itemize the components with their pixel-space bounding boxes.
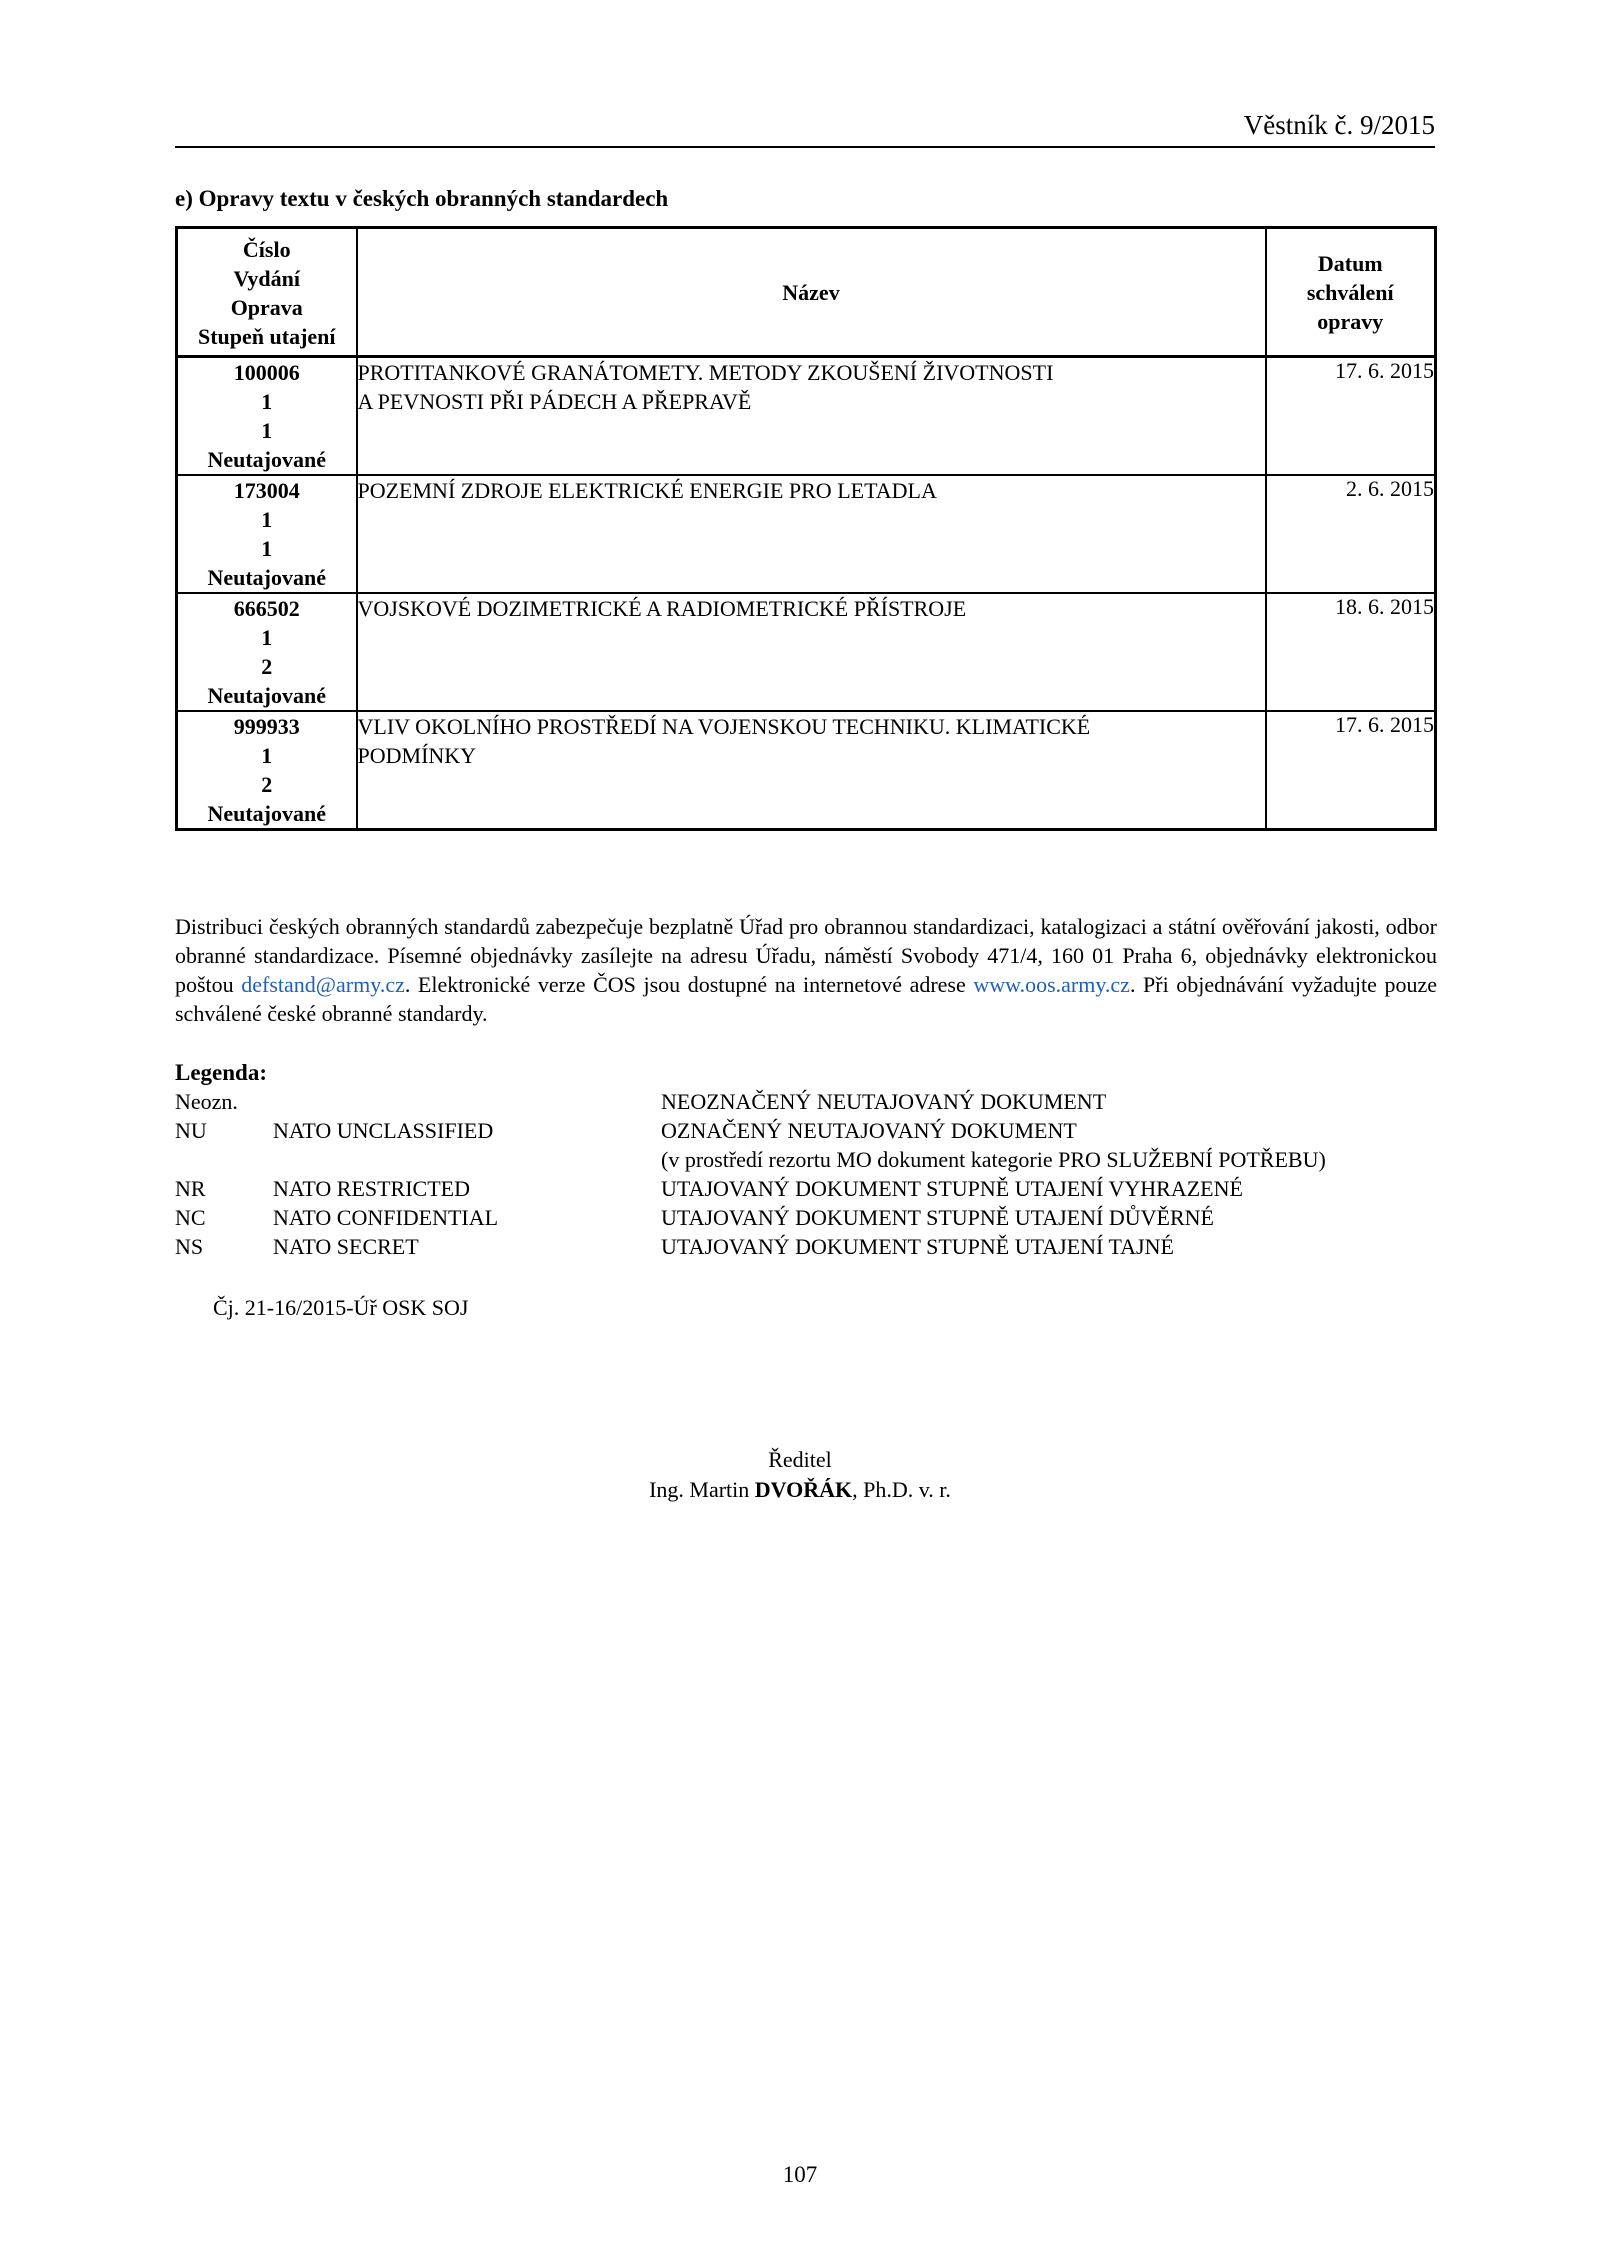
- table-row: [177, 475, 1436, 593]
- standard-number: 666502: [233, 596, 300, 621]
- number-cell: [177, 711, 357, 830]
- legend-nato: NATO CONFIDENTIAL: [273, 1205, 499, 1230]
- title-line: VLIV OKOLNÍHO PROSTŘEDÍ NA VOJENSKOU TECHNIKU. KLIMATICKÉ: [357, 714, 1091, 739]
- legend-abbr: NU: [175, 1118, 207, 1143]
- edition: 1: [261, 389, 273, 414]
- title-line: PODMÍNKY: [357, 743, 477, 768]
- header-number-line: Číslo: [242, 237, 291, 262]
- classification: Neutajované: [207, 565, 327, 590]
- table-row: [177, 711, 1436, 830]
- section-heading: e) Opravy textu v českých obranných standardech: [175, 186, 669, 211]
- legend-desc: NEOZNAČENÝ NEUTAJOVANÝ DOKUMENT: [661, 1089, 1107, 1114]
- date-cell: 18. 6. 2015: [1266, 593, 1436, 711]
- header-date-line-1: Datum: [1317, 250, 1383, 276]
- edition: 1: [261, 507, 273, 532]
- classification: Neutajované: [207, 801, 327, 826]
- legend-desc: (v prostředí rezortu MO dokument kategorie PRO SLUŽEBNÍ POTŘEBU): [661, 1147, 1326, 1172]
- number-cell: [177, 593, 357, 711]
- header-correction-line: Oprava: [230, 295, 303, 320]
- standard-number: 100006: [233, 360, 300, 385]
- title-line: PROTITANKOVÉ GRANÁTOMETY. METODY ZKOUŠENÍ ŽIVOTNOSTI: [357, 360, 1054, 385]
- header-cell-number: [177, 228, 357, 357]
- title-cell: [357, 593, 1266, 711]
- signature-block: [0, 1445, 1600, 1505]
- email-link[interactable]: defstand@army.cz: [241, 972, 405, 997]
- edition: 1: [261, 743, 273, 768]
- date-cell: 17. 6. 2015: [1266, 357, 1436, 476]
- header-date-line-2: schválení: [1306, 279, 1394, 305]
- standard-number: 173004: [233, 478, 300, 503]
- edition: 1: [261, 625, 273, 650]
- header-rule: [175, 146, 1435, 148]
- page-number: 107: [782, 2162, 818, 2187]
- legend-abbr: NS: [175, 1234, 204, 1259]
- header-cell-date: [1266, 228, 1436, 357]
- title-cell: [357, 357, 1266, 476]
- distribution-text: . Elektronické verze ČOS jsou dostupné na internetové adrese: [404, 972, 974, 997]
- table-row: [177, 357, 1436, 476]
- table-header-row: [177, 228, 1436, 357]
- title-cell: [357, 475, 1266, 593]
- table-row: [177, 593, 1436, 711]
- correction: 2: [261, 654, 273, 679]
- legend-desc: UTAJOVANÝ DOKUMENT STUPNĚ UTAJENÍ TAJNÉ: [661, 1234, 1174, 1259]
- signature-name: [0, 1475, 1600, 1505]
- header-cell-title: Název: [357, 228, 1266, 357]
- signature-surname: DVOŘÁK: [754, 1477, 853, 1502]
- title-line: A PEVNOSTI PŘI PÁDECH A PŘEPRAVĚ: [357, 389, 752, 414]
- distribution-text: . Při objednávání vyžadujte pouze schválené české obranné standardy.: [175, 972, 1437, 1026]
- legend-nato: NATO UNCLASSIFIED: [273, 1118, 494, 1143]
- signature-prefix: Ing. Martin: [649, 1477, 755, 1502]
- legend-heading: Legenda:: [175, 1060, 267, 1085]
- number-cell: [177, 475, 357, 593]
- correction: 2: [261, 772, 273, 797]
- legend-nato: NATO SECRET: [273, 1234, 419, 1259]
- header-edition-line: Vydání: [233, 266, 300, 291]
- correction: 1: [261, 536, 273, 561]
- distribution-paragraph: [175, 912, 1437, 1028]
- correction: 1: [261, 418, 273, 443]
- legend-abbr: Neozn.: [175, 1089, 238, 1114]
- date-cell: 17. 6. 2015: [1266, 711, 1436, 830]
- distribution-text: Distribuci českých obranných standardů zabezpečuje bezplatně Úřad pro obrannou standardizaci, katalogizaci a státní ověřování jakosti, odbor obranné standardizace. Písemné objednávky zasílejte na adresu Úřadu, náměstí Svobody 471/4, 160 01 Praha 6, objednávky elektronickou poštou: [175, 914, 1437, 997]
- date-cell: 2. 6. 2015: [1266, 475, 1436, 593]
- legend-abbr: NR: [175, 1176, 206, 1201]
- signature-role: Ředitel: [768, 1447, 832, 1472]
- legend-desc: OZNAČENÝ NEUTAJOVANÝ DOKUMENT: [661, 1118, 1077, 1143]
- legend-desc: UTAJOVANÝ DOKUMENT STUPNĚ UTAJENÍ VYHRAZENÉ: [661, 1176, 1243, 1201]
- title-cell: [357, 711, 1266, 830]
- number-cell: [177, 357, 357, 476]
- title-line: VOJSKOVÉ DOZIMETRICKÉ A RADIOMETRICKÉ PŘÍSTROJE: [357, 596, 967, 621]
- legend-desc: UTAJOVANÝ DOKUMENT STUPNĚ UTAJENÍ DŮVĚRNÉ: [661, 1205, 1214, 1230]
- title-line: POZEMNÍ ZDROJE ELEKTRICKÉ ENERGIE PRO LETADLA: [357, 478, 937, 503]
- website-link[interactable]: www.oos.army.cz: [973, 972, 1130, 997]
- classification: Neutajované: [207, 447, 327, 472]
- header-title: Věstník č. 9/2015: [1243, 110, 1435, 140]
- legend-nato: NATO RESTRICTED: [273, 1176, 470, 1201]
- legend-abbr: NC: [175, 1205, 206, 1230]
- header-classification-line: Stupeň utajení: [197, 324, 336, 349]
- standards-table: [175, 226, 1437, 831]
- signature-suffix: , Ph.D. v. r.: [852, 1477, 951, 1502]
- classification: Neutajované: [207, 683, 327, 708]
- header-date-line-3: opravy: [1317, 308, 1384, 334]
- reference-number: Čj. 21-16/2015-Úř OSK SOJ: [213, 1295, 469, 1320]
- standard-number: 999933: [233, 714, 300, 739]
